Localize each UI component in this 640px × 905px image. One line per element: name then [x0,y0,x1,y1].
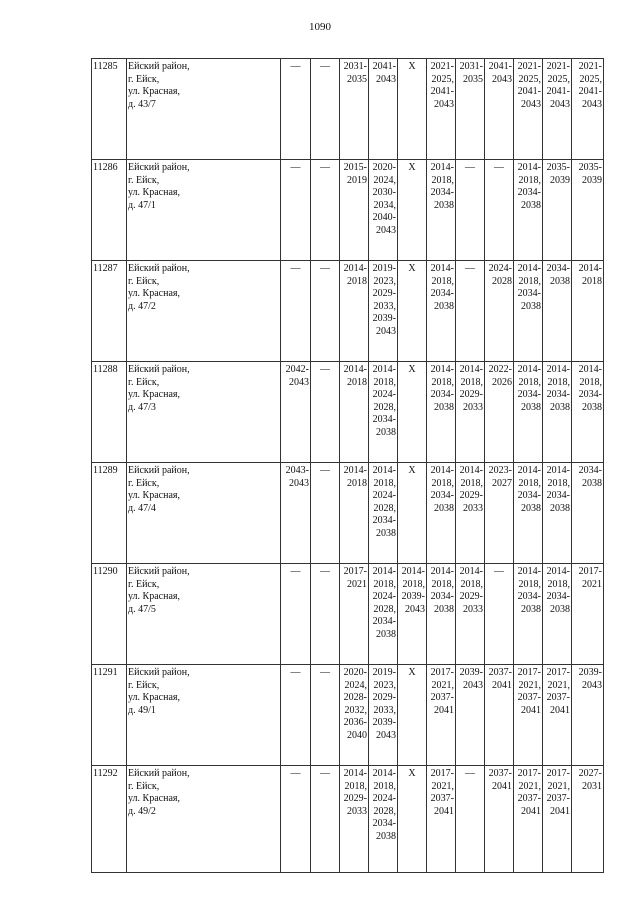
address-line: ул. Красная, [128,591,180,603]
address-line: г. Ейск, [128,578,160,590]
period-cell [398,463,427,564]
period-value: 2014- 2018, 2034- 2038 [430,263,454,312]
period-cell [281,362,311,463]
period-value: 2037- 2041 [488,667,512,691]
row-number: 11287 [92,261,127,362]
address-line: Ейский район, [128,566,190,577]
row-number: 11288 [92,362,127,463]
period-value: 2031- 2035 [459,61,483,85]
period-value: 2037- 2041 [488,768,512,792]
period-value: 2021- 2025, 2041- 2043 [578,61,602,110]
period-cell [281,463,311,564]
period-value: 2020- 2024, 2028- 2032, 2036- 2040 [343,667,367,741]
period-value: 2021- 2025, 2041- 2043 [546,61,570,110]
period-cell [456,564,485,665]
address-line: г. Ейск, [128,477,160,489]
address-cell [127,564,281,665]
period-cell [543,362,572,463]
period-cell [456,665,485,766]
row-number: 11291 [92,665,127,766]
period-cell [311,766,340,873]
period-cell [311,261,340,362]
address-line: ул. Красная, [128,86,180,98]
period-cell [514,564,543,665]
period-value: 2017- 2021 [578,566,602,590]
period-value: 2017- 2021, 2037- 2041 [517,768,541,817]
period-value: 2017- 2021, 2037- 2041 [546,768,570,817]
period-value: 2014- 2018 [343,364,367,388]
period-cell [340,160,369,261]
address-line: д. 49/1 [128,704,156,716]
address-cell [127,261,281,362]
period-cell [427,59,456,160]
period-value: — [290,61,301,72]
period-cell [485,59,514,160]
period-cell [456,463,485,564]
period-cell [543,665,572,766]
period-value: 2014- 2018, 2034- 2038 [546,566,570,615]
period-value: 2014- 2018, 2034- 2038 [430,162,454,211]
period-cell [485,261,514,362]
period-value: 2042- 2043 [285,364,309,388]
period-value: 2017- 2021 [343,566,367,590]
period-cell [369,362,398,463]
address-line: д. 47/5 [128,603,156,615]
table-row [92,59,604,160]
period-value: 2041- 2043 [488,61,512,85]
period-cell [311,665,340,766]
period-value: 2014- 2018, 2029- 2033 [459,465,483,514]
period-cell [514,261,543,362]
period-cell [311,160,340,261]
period-cell [485,564,514,665]
period-value: 2014- 2018, 2034- 2038 [578,364,602,413]
address-line: д. 47/4 [128,502,156,514]
period-cell [514,463,543,564]
period-value: 2014- 2018, 2034- 2038 [517,364,541,413]
period-value: 2014- 2018, 2024- 2028, 2034- 2038 [372,566,396,640]
period-cell [369,665,398,766]
period-cell [543,160,572,261]
period-value: — [320,768,330,779]
period-value: — [494,162,504,173]
address-line: Ейский район, [128,465,190,476]
period-cell [398,564,427,665]
period-cell [514,665,543,766]
period-cell [543,261,572,362]
period-cell [456,59,485,160]
period-value: 2014- 2018, 2034- 2038 [430,566,454,615]
address-line: Ейский район, [128,162,190,173]
period-cell [281,766,311,873]
period-value: 2035- 2039 [546,162,570,186]
period-cell [572,564,604,665]
table-row [92,564,604,665]
period-value: Х [408,465,416,476]
table-row [92,261,604,362]
page-number: 1090 [309,21,331,33]
address-line: ул. Красная, [128,288,180,300]
period-value: — [320,61,330,72]
address-line: г. Ейск, [128,679,160,691]
period-value: 2019- 2023, 2029- 2033, 2039- 2043 [372,667,396,741]
period-cell [281,261,311,362]
address-line: ул. Красная, [128,389,180,401]
period-cell [485,160,514,261]
table-row [92,665,604,766]
address-line: д. 49/2 [128,805,156,817]
address-line: д. 47/1 [128,199,156,211]
address-cell [127,362,281,463]
period-value: 2019- 2023, 2029- 2033, 2039- 2043 [372,263,396,337]
period-value: 2017- 2021, 2037- 2041 [430,768,454,817]
period-cell [340,59,369,160]
address-line: ул. Красная, [128,187,180,199]
period-value: 2034- 2038 [546,263,570,287]
period-value: — [320,667,330,678]
period-value: 2017- 2021, 2037- 2041 [517,667,541,716]
period-value: 2014- 2018, 2039- 2043 [401,566,425,615]
table-row [92,362,604,463]
period-cell [572,59,604,160]
period-cell [572,362,604,463]
period-value: 2022- 2026 [488,364,512,388]
period-value: 2027- 2031 [578,768,602,792]
address-line: Ейский район, [128,768,190,779]
period-value: — [465,768,475,779]
period-cell [572,665,604,766]
period-cell [572,160,604,261]
period-value: 2014- 2018, 2029- 2033 [459,364,483,413]
address-line: д. 43/7 [128,98,156,110]
address-line: Ейский район, [128,61,190,72]
period-cell [281,59,311,160]
period-value: 2014- 2018 [343,263,367,287]
period-cell [427,564,456,665]
period-cell [514,59,543,160]
period-cell [543,766,572,873]
period-cell [485,665,514,766]
period-cell [398,766,427,873]
period-value: 2035- 2039 [578,162,602,186]
period-cell [340,362,369,463]
period-value: 2021- 2025, 2041- 2043 [430,61,454,110]
period-cell [311,463,340,564]
period-value: — [290,768,301,779]
period-cell [456,261,485,362]
period-cell [398,261,427,362]
period-value: — [494,566,504,577]
period-value: 2039- 2043 [578,667,602,691]
address-cell [127,463,281,564]
period-cell [369,160,398,261]
period-cell [485,463,514,564]
period-value: — [320,263,330,274]
period-value: — [320,162,330,173]
period-cell [369,766,398,873]
period-cell [398,59,427,160]
period-value: Х [408,162,416,173]
period-value: — [320,364,330,375]
period-cell [340,261,369,362]
period-cell [514,362,543,463]
period-cell [456,362,485,463]
period-value: 2014- 2018, 2024- 2028, 2034- 2038 [372,465,396,539]
period-value: 2014- 2018, 2034- 2038 [517,263,541,312]
period-value: 2043- 2043 [285,465,309,489]
period-cell [427,160,456,261]
address-line: Ейский район, [128,263,190,274]
period-cell [514,160,543,261]
period-cell [572,463,604,564]
period-value: Х [408,263,416,274]
period-value: — [290,566,301,577]
period-value: 2039- 2043 [459,667,483,691]
period-value: 2014- 2018, 2024- 2028, 2034- 2038 [372,364,396,438]
address-line: ул. Красная, [128,490,180,502]
period-value: 2034- 2038 [578,465,602,489]
period-value: 2017- 2021, 2037- 2041 [546,667,570,716]
period-cell [311,59,340,160]
table-row [92,766,604,873]
period-value: 2014- 2018, 2034- 2038 [430,364,454,413]
period-cell [281,564,311,665]
period-cell [281,665,311,766]
period-value: 2031- 2035 [343,61,367,85]
period-cell [369,463,398,564]
period-value: 2014- 2018, 2034- 2038 [430,465,454,514]
row-number: 11289 [92,463,127,564]
row-number: 11285 [92,59,127,160]
period-value: Х [408,61,416,72]
period-cell [311,564,340,665]
period-value: Х [408,364,416,375]
period-cell [427,362,456,463]
table-row [92,463,604,564]
period-value: 2014- 2018 [578,263,602,287]
period-value: 2023- 2027 [488,465,512,489]
period-value: 2015- 2019 [343,162,367,186]
period-cell [369,261,398,362]
period-cell [427,665,456,766]
period-cell [340,463,369,564]
period-cell [369,59,398,160]
period-value: 2014- 2018, 2024- 2028, 2034- 2038 [372,768,396,842]
address-line: д. 47/3 [128,401,156,413]
period-cell [514,766,543,873]
period-value: — [320,566,330,577]
period-value: 2014- 2018, 2034- 2038 [517,162,541,211]
period-value: 2041- 2043 [372,61,396,85]
period-value: 2014- 2018, 2034- 2038 [517,465,541,514]
period-cell [543,564,572,665]
period-value: — [465,263,475,274]
period-value: 2014- 2018, 2034- 2038 [546,364,570,413]
period-value: 2014- 2018 [343,465,367,489]
period-value: — [290,162,301,173]
period-value: — [290,667,301,678]
period-cell [543,463,572,564]
period-value: 2021- 2025, 2041- 2043 [517,61,541,110]
address-line: г. Ейск, [128,73,160,85]
period-cell [485,766,514,873]
address-cell [127,665,281,766]
address-cell [127,59,281,160]
address-line: д. 47/2 [128,300,156,312]
address-line: ул. Красная, [128,793,180,805]
period-cell [427,463,456,564]
period-cell [456,160,485,261]
address-line: г. Ейск, [128,376,160,388]
period-value: 2014- 2018, 2029- 2033 [343,768,367,817]
period-cell [311,362,340,463]
period-value: — [290,263,301,274]
period-value: 2020- 2024, 2030- 2034, 2040- 2043 [372,162,396,236]
repair-schedule-table [91,58,604,873]
period-value: Х [408,667,416,678]
period-value: Х [408,768,416,779]
period-cell [485,362,514,463]
period-value: 2014- 2018, 2034- 2038 [517,566,541,615]
period-cell [340,665,369,766]
row-number: 11292 [92,766,127,873]
period-cell [398,665,427,766]
period-cell [456,766,485,873]
table-row [92,160,604,261]
period-cell [281,160,311,261]
address-line: г. Ейск, [128,275,160,287]
address-line: г. Ейск, [128,780,160,792]
period-cell [427,766,456,873]
period-value: 2024- 2028 [488,263,512,287]
address-line: Ейский район, [128,364,190,375]
period-cell [340,564,369,665]
period-cell [340,766,369,873]
period-cell [572,766,604,873]
row-number: 11286 [92,160,127,261]
period-cell [398,160,427,261]
period-cell [427,261,456,362]
address-cell [127,160,281,261]
period-value: 2017- 2021, 2037- 2041 [430,667,454,716]
period-value: 2014- 2018, 2029- 2033 [459,566,483,615]
address-line: г. Ейск, [128,174,160,186]
row-number: 11290 [92,564,127,665]
period-cell [543,59,572,160]
address-line: Ейский район, [128,667,190,678]
address-cell [127,766,281,873]
period-value: — [320,465,330,476]
period-cell [398,362,427,463]
period-value: 2014- 2018, 2034- 2038 [546,465,570,514]
period-value: — [465,162,475,173]
address-line: ул. Красная, [128,692,180,704]
period-cell [369,564,398,665]
period-cell [572,261,604,362]
